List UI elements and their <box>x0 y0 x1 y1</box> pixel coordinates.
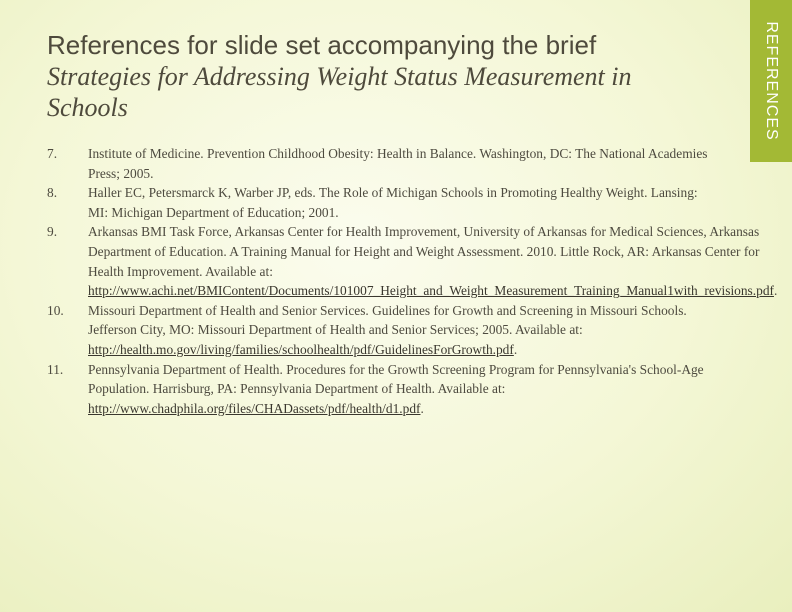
reference-item <box>47 222 778 300</box>
reference-item <box>47 183 712 222</box>
reference-number: 8. <box>47 185 58 201</box>
references-side-tab <box>750 0 792 162</box>
reference-number: 10. <box>47 302 64 318</box>
reference-text <box>88 360 712 419</box>
reference-text <box>88 301 712 360</box>
reference-link[interactable]: http://health.mo.gov/living/families/schoolhealth/pdf/GuidelinesForGrowth.pdf <box>88 341 514 357</box>
reference-citation: Arkansas BMI Task Force, Arkansas Center for Health Improvement, University of Arkansas for Medical Sciences, Arkansas Department of Education. A Training Manual for Height and Weight Assessment. 2010. Little Rock, AR: Arkansas Center for Health Improvement. Available at: <box>88 224 760 279</box>
title-brief-name: Strategies for Addressing Weight Status Measurement in Schools <box>47 62 632 122</box>
reference-list <box>47 144 778 418</box>
reference-tail: . <box>513 341 518 357</box>
reference-tail: . <box>420 400 424 416</box>
reference-number: 7. <box>47 146 58 161</box>
reference-text <box>88 144 712 183</box>
reference-text <box>88 183 712 222</box>
slide-title <box>47 30 687 123</box>
reference-citation: Missouri Department of Health and Senior Services. Guidelines for Growth and Screening in Missouri Schools. Jefferson City, MO: Missouri Department of Health and Senior Services; 2005. Available at: <box>88 302 687 338</box>
reference-link[interactable]: http://www.chadphila.org/files/CHADassets/pdf/health/d1.pdf <box>88 400 421 416</box>
reference-number: 9. <box>47 224 58 240</box>
reference-text <box>88 222 777 300</box>
reference-link[interactable]: http://www.achi.net/BMIContent/Documents/101007_Height_and_Weight_Measurement_Training_Manual1with_revisions.pdf <box>88 283 774 299</box>
reference-item <box>47 360 712 419</box>
reference-citation: Haller EC, Petersmarck K, Warber JP, eds. The Role of Michigan Schools in Promoting Healthy Weight. Lansing: MI: Michigan Department of Education; 2001. <box>88 185 698 220</box>
side-tab-label: REFERENCES <box>763 21 780 141</box>
title-line: References for slide set accompanying the brief <box>47 30 597 60</box>
reference-citation: Institute of Medicine. Prevention Childhood Obesity: Health in Balance. Washington, DC: The National Academies Press; 2005. <box>88 146 708 181</box>
reference-number: 11. <box>47 361 64 377</box>
reference-tail: . <box>773 283 778 299</box>
reference-item <box>47 144 712 183</box>
reference-citation: Pennsylvania Department of Health. Procedures for the Growth Screening Program for Pennsylvania's School-Age Population. Harrisburg, PA: Pennsylvania Department of Health. Available at: <box>88 361 704 397</box>
reference-item <box>47 301 712 360</box>
